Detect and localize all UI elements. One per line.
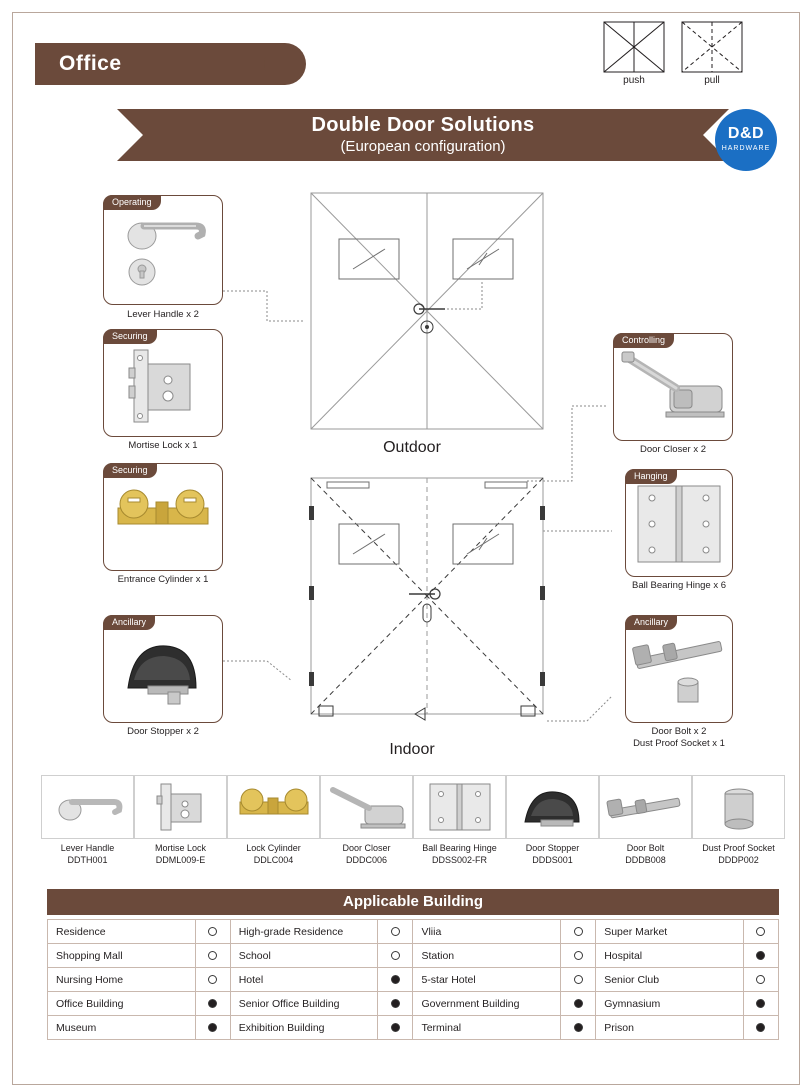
building-label: High-grade Residence — [230, 920, 378, 944]
table-row — [48, 968, 779, 992]
door-diagram — [27, 181, 799, 771]
status-dot — [208, 975, 217, 984]
building-label: Super Market — [596, 920, 744, 944]
callout-caption-entrance-cylinder: Entrance Cylinder x 1 — [117, 574, 209, 585]
status-dot — [574, 951, 583, 960]
status-dot — [208, 1023, 217, 1032]
door-bolt-caption-line2: Dust Proof Socket x 1 — [633, 738, 725, 749]
status-dot — [208, 927, 217, 936]
status-dot — [756, 951, 765, 960]
door-closer-icon — [614, 334, 732, 438]
status-dot — [391, 975, 400, 984]
building-label: Senior Office Building — [230, 992, 378, 1016]
building-toggle[interactable] — [743, 920, 778, 944]
building-toggle[interactable] — [195, 920, 230, 944]
product-name: Lock Cylinder — [246, 843, 301, 853]
status-dot — [574, 999, 583, 1008]
status-dot — [391, 951, 400, 960]
category-label: Office — [59, 52, 122, 75]
building-toggle[interactable] — [195, 1016, 230, 1040]
product-name: Door Bolt — [626, 843, 665, 853]
outdoor-label: Outdoor — [383, 439, 441, 456]
building-label: Prison — [596, 1016, 744, 1040]
callout-tag: Ancillary — [625, 615, 677, 630]
push-pull-legend — [603, 21, 753, 91]
callout-tag: Operating — [103, 195, 161, 210]
product-name: Door Closer — [342, 843, 391, 853]
product-code: DDTH001 — [67, 855, 108, 865]
lever-handle-icon — [42, 776, 133, 838]
product-cell[interactable] — [227, 775, 320, 839]
building-label: Vliia — [413, 920, 561, 944]
building-label: Hospital — [596, 944, 744, 968]
product-cell[interactable] — [41, 775, 134, 839]
callout-caption-door-closer: Door Closer x 2 — [640, 444, 706, 455]
callout-door-stopper — [103, 615, 223, 723]
door-bolt-icon — [600, 776, 691, 838]
building-label: Hotel — [230, 968, 378, 992]
product-cell[interactable] — [692, 775, 785, 839]
status-dot — [574, 975, 583, 984]
product-cell[interactable] — [413, 775, 506, 839]
door-bolt-icon — [626, 616, 732, 720]
building-toggle[interactable] — [378, 968, 413, 992]
product-name: Door Stopper — [525, 843, 580, 853]
brand-logo — [715, 109, 777, 171]
status-dot — [208, 999, 217, 1008]
indoor-door-drawing — [297, 476, 557, 736]
callout-entrance-cylinder — [103, 463, 223, 571]
applicable-building-title: Applicable Building — [47, 889, 779, 915]
product-name: Ball Bearing Hinge — [422, 843, 497, 853]
building-label: Government Building — [413, 992, 561, 1016]
building-toggle[interactable] — [561, 968, 596, 992]
building-label: Senior Club — [596, 968, 744, 992]
door-closer-icon — [321, 776, 412, 838]
product-code: DDDS001 — [532, 855, 573, 865]
product-name: Mortise Lock — [154, 843, 207, 853]
door-bolt-caption-line1: Door Bolt x 2 — [651, 726, 707, 737]
status-dot — [756, 1023, 765, 1032]
building-toggle[interactable] — [561, 992, 596, 1016]
product-cell[interactable] — [506, 775, 599, 839]
hinge-icon — [626, 470, 732, 574]
callout-caption-door-stopper: Door Stopper x 2 — [127, 726, 199, 737]
building-toggle[interactable] — [561, 920, 596, 944]
building-toggle[interactable] — [195, 992, 230, 1016]
product-name: Dust Proof Socket — [702, 843, 775, 853]
status-dot — [391, 999, 400, 1008]
push-symbol — [603, 21, 665, 73]
status-dot — [391, 927, 400, 936]
product-code: DDLC004 — [253, 855, 294, 865]
pull-symbol — [681, 21, 743, 73]
status-dot — [208, 951, 217, 960]
table-row — [48, 1016, 779, 1040]
callout-caption-hinge: Ball Bearing Hinge x 6 — [632, 580, 726, 591]
brand-name: D&D — [727, 125, 765, 142]
building-toggle[interactable] — [561, 1016, 596, 1040]
status-dot — [756, 975, 765, 984]
building-label: Office Building — [48, 992, 196, 1016]
product-code: DDDC006 — [345, 855, 387, 865]
cylinder-icon — [228, 776, 319, 838]
building-toggle[interactable] — [561, 944, 596, 968]
title-banner — [143, 109, 703, 161]
building-label: 5-star Hotel — [413, 968, 561, 992]
dust-proof-socket-icon — [693, 776, 784, 838]
applicable-building-table — [47, 919, 779, 1040]
status-dot — [756, 999, 765, 1008]
building-toggle[interactable] — [378, 1016, 413, 1040]
callout-hinge — [625, 469, 733, 577]
brand-subtitle: HARDWARE — [721, 145, 771, 152]
building-toggle[interactable] — [743, 968, 778, 992]
status-dot — [391, 1023, 400, 1032]
category-tab-cap — [264, 43, 306, 85]
door-stopper-icon — [104, 616, 222, 720]
building-toggle[interactable] — [378, 944, 413, 968]
product-code: DDDB008 — [625, 855, 666, 865]
callout-caption-mortise-lock: Mortise Lock x 1 — [128, 440, 198, 451]
building-toggle[interactable] — [743, 944, 778, 968]
building-label: School — [230, 944, 378, 968]
building-label: Residence — [48, 920, 196, 944]
building-toggle[interactable] — [195, 968, 230, 992]
callout-lever-handle — [103, 195, 223, 305]
building-toggle[interactable] — [378, 920, 413, 944]
building-label: Shopping Mall — [48, 944, 196, 968]
callout-caption-lever-handle: Lever Handle x 2 — [127, 309, 199, 320]
status-dot — [574, 927, 583, 936]
building-toggle[interactable] — [743, 992, 778, 1016]
product-cell[interactable] — [134, 775, 227, 839]
product-name: Lever Handle — [60, 843, 115, 853]
callout-tag: Hanging — [625, 469, 677, 484]
cylinder-icon — [104, 464, 222, 568]
page-subtitle: (European configuration) — [340, 138, 506, 155]
callout-tag: Ancillary — [103, 615, 155, 630]
poster-border — [12, 12, 800, 1085]
hinge-icon — [414, 776, 505, 838]
building-toggle[interactable] — [743, 1016, 778, 1040]
mortise-lock-icon — [104, 330, 222, 434]
status-dot — [574, 1023, 583, 1032]
callout-door-bolt — [625, 615, 733, 723]
category-tab — [35, 43, 285, 85]
callout-tag: Controlling — [613, 333, 674, 348]
building-label: Station — [413, 944, 561, 968]
status-dot — [756, 927, 765, 936]
lever-handle-icon — [104, 196, 222, 302]
building-toggle[interactable] — [378, 992, 413, 1016]
callout-tag: Securing — [103, 329, 157, 344]
building-label: Nursing Home — [48, 968, 196, 992]
page-title: Double Door Solutions — [311, 114, 535, 136]
building-toggle[interactable] — [195, 944, 230, 968]
product-code: DDDP002 — [718, 855, 759, 865]
product-code: DDML009-E — [155, 855, 206, 865]
building-label: Terminal — [413, 1016, 561, 1040]
table-row — [48, 992, 779, 1016]
callout-door-closer — [613, 333, 733, 441]
callout-mortise-lock — [103, 329, 223, 437]
applicable-building-section — [47, 889, 779, 1040]
callout-tag: Securing — [103, 463, 157, 478]
product-cell[interactable] — [599, 775, 692, 839]
product-strip — [41, 775, 785, 875]
push-label: push — [623, 75, 645, 86]
building-label: Exhibition Building — [230, 1016, 378, 1040]
door-stopper-icon — [507, 776, 598, 838]
building-label: Gymnasium — [596, 992, 744, 1016]
pull-label: pull — [704, 75, 720, 86]
indoor-label: Indoor — [389, 741, 435, 758]
callout-caption-door-bolt — [599, 726, 759, 750]
product-code: DDSS002-FR — [431, 855, 487, 865]
table-row — [48, 920, 779, 944]
building-label: Museum — [48, 1016, 196, 1040]
mortise-lock-icon — [135, 776, 226, 838]
table-row — [48, 944, 779, 968]
product-cell[interactable] — [320, 775, 413, 839]
outdoor-door-drawing — [297, 191, 557, 461]
